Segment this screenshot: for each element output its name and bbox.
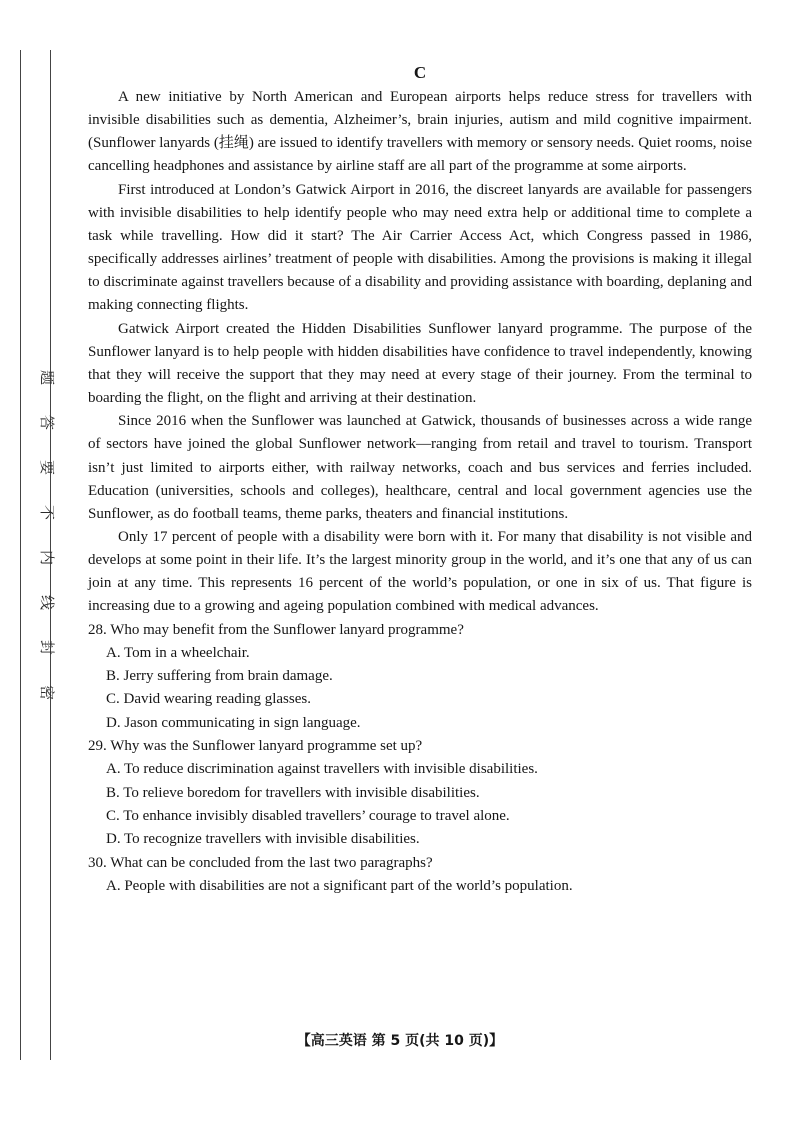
question-30: [88, 852, 752, 899]
question-stem: 28. Who may benefit from the Sunflower lanyard programme?: [88, 621, 464, 638]
reading-passage: [88, 86, 752, 619]
answer-option-b: B. Jerry suffering from brain damage.: [106, 668, 333, 685]
answer-option-c: C. David wearing reading glasses.: [106, 691, 311, 708]
margin-char: 答: [38, 414, 57, 431]
answer-option-c: C. To enhance invisibly disabled travellers’ courage to travel alone.: [106, 807, 510, 824]
margin-char: 密: [38, 684, 57, 701]
answer-option-d: D. Jason communicating in sign language.: [106, 714, 361, 731]
question-29: [88, 735, 752, 851]
passage-paragraph-2: First introduced at London’s Gatwick Airport in 2016, the discreet lanyards are available for passengers with invisible disabilities to help identify people who may need extra help or additional time to complete a task while travelling. How did it start? The Air Carrier Access Act, which Congress passed in 1986, specifically addresses airlines’ treatment of people with disabilities. Among the provisions is making it illegal to discriminate against travellers because of a disability and providing assistance with boarding, deplaning and making connecting flights.: [88, 181, 752, 314]
question-stem: 29. Why was the Sunflower lanyard programme set up?: [88, 738, 423, 755]
page-content: [88, 62, 752, 898]
page-footer: 【高三英语 第 5 页(共 10 页)】: [296, 1033, 504, 1049]
margin-char: 线: [38, 594, 57, 611]
margin-char: 不: [38, 504, 57, 521]
margin-char: 封: [38, 639, 57, 656]
section-heading: C: [413, 63, 427, 82]
answer-option-a: A. People with disabilities are not a significant part of the world’s population.: [106, 877, 573, 894]
question-28: [88, 619, 752, 735]
margin-char: 内: [38, 549, 57, 566]
answer-option-b: B. To relieve boredom for travellers with invisible disabilities.: [106, 784, 480, 801]
answer-option-a: A. Tom in a wheelchair.: [106, 644, 250, 661]
passage-paragraph-3: Gatwick Airport created the Hidden Disabilities Sunflower lanyard programme. The purpose of the Sunflower lanyard is to help people with hidden disabilities have confidence to travel independently, knowing that they will receive the support that they may need at every stage of their journey. From the terminal to boarding the flight, on the flight and arriving at their destination.: [88, 320, 752, 407]
binding-margin-notice: [24, 355, 57, 715]
passage-paragraph-4: Since 2016 when the Sunflower was launched at Gatwick, thousands of businesses across a wide range of sectors have joined the global Sunflower network—ranging from retail and travel to tourism. Transport isn’t just limited to airports either, with railway networks, coach and bus services and ferries included. Education (universities, schools and colleges), healthcare, central and local government agencies use the Sunflower, as do football teams, theme parks, theaters and financial institutions.: [88, 413, 752, 522]
answer-option-d: D. To recognize travellers with invisible disabilities.: [106, 831, 420, 848]
margin-char: 题: [38, 369, 57, 386]
passage-paragraph-5: Only 17 percent of people with a disability were born with it. For many that disability is not visible and develops at some point in their life. It’s the largest minority group in the world, and it’s one that any of us can join at any time. This represents 16 percent of the world’s population, or one in six of us. That figure is increasing due to a growing and ageing population combined with medical advances.: [88, 528, 752, 615]
passage-paragraph-1: A new initiative by North American and European airports helps reduce stress for travellers with invisible disabilities such as dementia, Alzheimer’s, brain injuries, autism and mild cognitive impairment. (Sunflower lanyards (挂绳) are issued to identify travellers with memory or sensory needs. Quiet rooms, noise cancelling headphones and assistance by airline staff are all part of the programme at some airports.: [88, 89, 752, 175]
answer-option-a: A. To reduce discrimination against travellers with invisible disabilities.: [106, 761, 538, 778]
margin-char: 要: [38, 459, 57, 476]
question-stem: 30. What can be concluded from the last two paragraphs?: [88, 854, 433, 871]
